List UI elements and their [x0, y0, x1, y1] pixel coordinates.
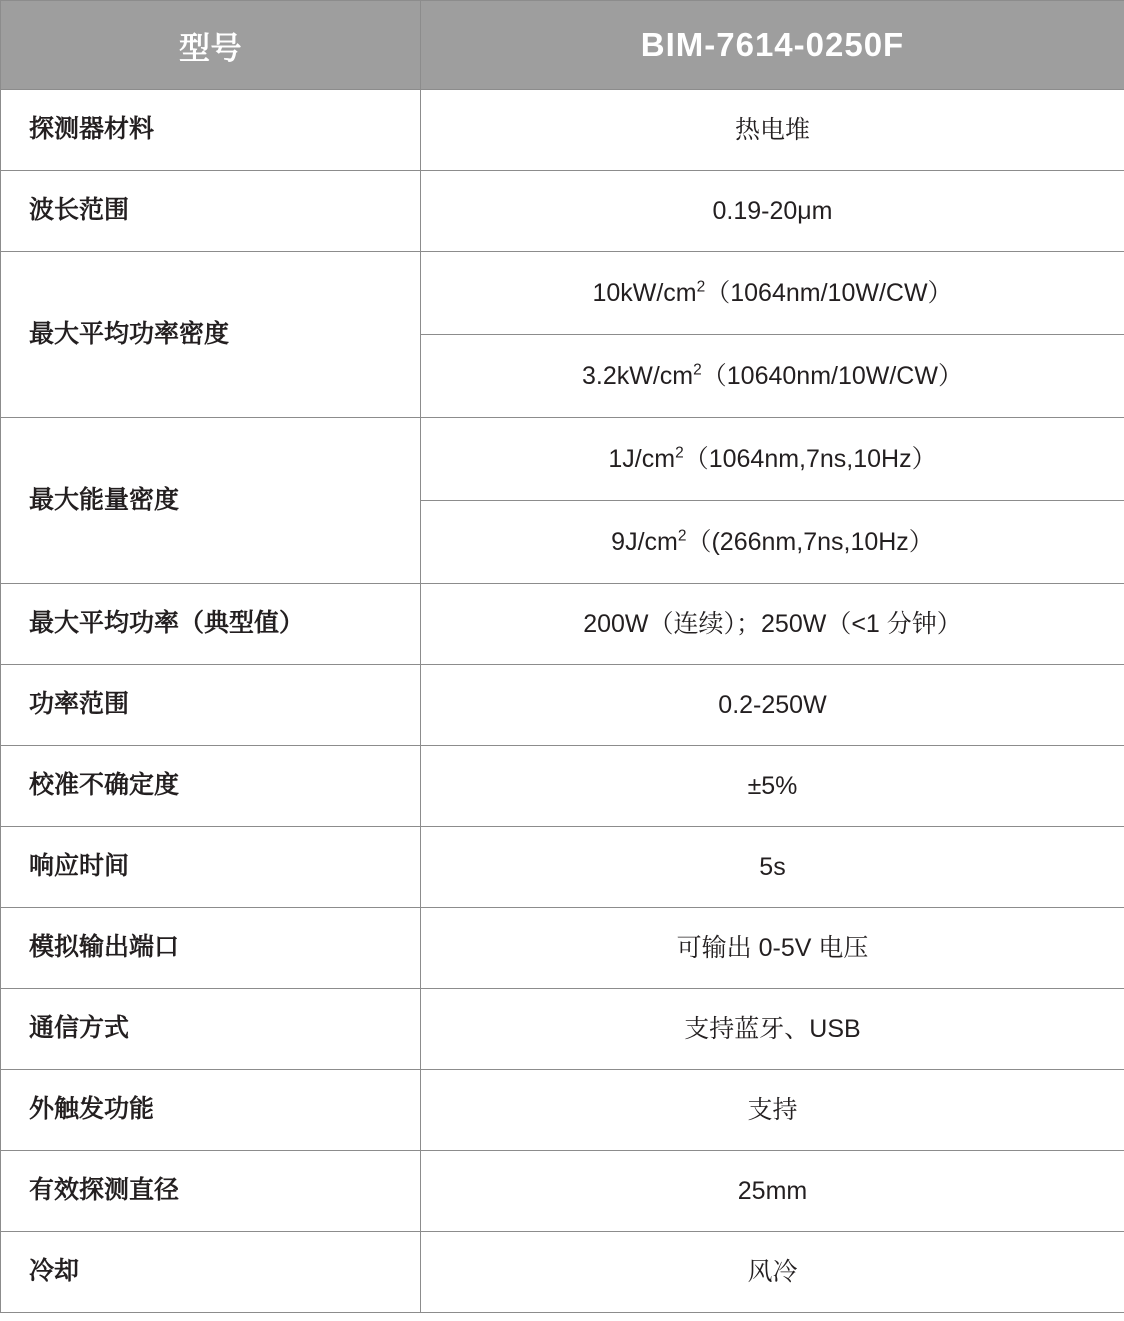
table-header-row	[1, 1, 1124, 90]
table-row	[1, 665, 1124, 746]
table-row	[1, 908, 1124, 989]
row-label-cell: 校准不确定度	[1, 746, 421, 827]
table-row	[1, 1232, 1124, 1313]
row-value-cell: 200W（连续）；250W（<1 分钟）	[421, 584, 1124, 665]
row-value-cell: 5s	[421, 827, 1124, 908]
superscript-two: 2	[675, 444, 684, 462]
row-value-cell: $9J/cm^2((266nm,7ns,10Hz)$	[421, 501, 1124, 584]
row-value-cell: 0.19-20μm	[421, 171, 1124, 252]
superscript-two: 2	[693, 361, 702, 379]
row-value-cell: 支持	[421, 1070, 1124, 1151]
row-label-cell: 通信方式	[1, 989, 421, 1070]
row-value-cell: 25mm	[421, 1151, 1124, 1232]
table-body	[1, 90, 1124, 1313]
row-value-cell: $10kW/cm^2(1064nm/10W/CW)$	[421, 252, 1124, 335]
row-value-cell: 风冷	[421, 1232, 1124, 1313]
row-value-cell: 0.2-250W	[421, 665, 1124, 746]
row-label-cell: 探测器材料	[1, 90, 421, 171]
table-row	[1, 418, 1124, 501]
row-value-cell: ±5%	[421, 746, 1124, 827]
header-model-cell: BIM-7614-0250F	[421, 1, 1124, 90]
row-label-cell: 外触发功能	[1, 1070, 421, 1151]
superscript-two: 2	[696, 278, 706, 296]
row-label-cell: 响应时间	[1, 827, 421, 908]
table-row	[1, 171, 1124, 252]
header-label-cell: 型号	[1, 1, 421, 90]
row-label-cell: 最大平均功率密度	[1, 252, 421, 418]
row-label-cell: 有效探测直径	[1, 1151, 421, 1232]
superscript-two: 2	[677, 527, 687, 545]
row-value-cell: 热电堆	[421, 90, 1124, 171]
table-row	[1, 827, 1124, 908]
table-row	[1, 584, 1124, 665]
row-value-cell: $3.2kW/cm^2(10640nm/10W/CW)$	[421, 335, 1124, 418]
row-label-cell: 冷却	[1, 1232, 421, 1313]
row-label-cell: 模拟输出端口	[1, 908, 421, 989]
table-row	[1, 746, 1124, 827]
table-row	[1, 90, 1124, 171]
table-row	[1, 252, 1124, 335]
row-value-cell: 支持蓝牙、USB	[421, 989, 1124, 1070]
table-row	[1, 989, 1124, 1070]
row-value-cell: $1J/cm^2(1064nm,7ns,10Hz)$	[421, 418, 1124, 501]
table-row	[1, 1151, 1124, 1232]
row-label-cell: 最大能量密度	[1, 418, 421, 584]
row-value-cell: 可输出 0-5V 电压	[421, 908, 1124, 989]
row-label-cell: 波长范围	[1, 171, 421, 252]
row-label-cell: 最大平均功率（典型值）	[1, 584, 421, 665]
row-label-cell: 功率范围	[1, 665, 421, 746]
table-row	[1, 1070, 1124, 1151]
